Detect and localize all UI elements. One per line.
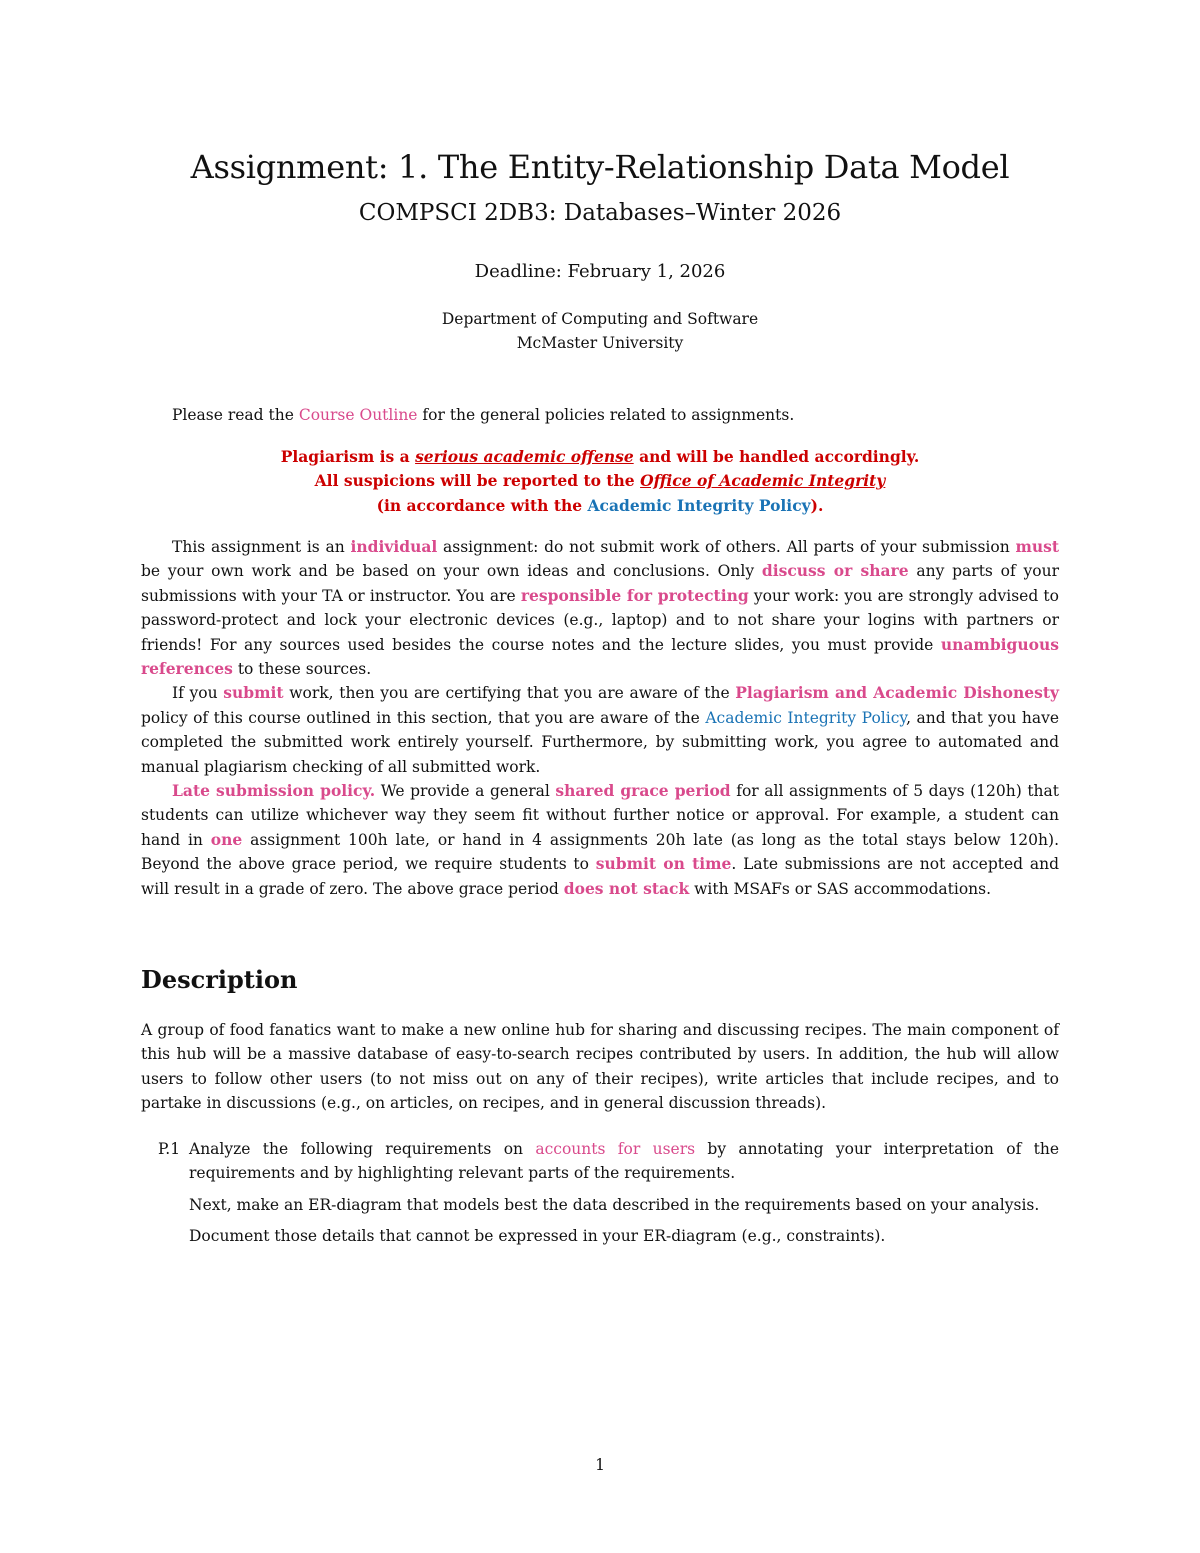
plagiarism-warning xyxy=(0,445,1200,518)
text: your work: you are strongly advised to password-protect and lock your electronic devices (e.g., laptop) and to not share your logins with partners or friends! For any sources used besides the course notes and the lecture slides, you must provide xyxy=(141,586,1059,654)
highlight-one: one xyxy=(210,829,243,849)
highlight-submit: submit xyxy=(223,683,284,703)
plag-text: and will be handled accordingly. xyxy=(633,447,920,466)
plagiarism-line-3 xyxy=(0,494,1200,518)
task-p1 xyxy=(141,1137,1059,1256)
text: If you xyxy=(172,684,224,703)
task-number: P.1 xyxy=(158,1140,181,1158)
plag-text: Plagiarism is a xyxy=(280,447,416,466)
text: be your own work and be based on your own ideas and conclusions. Only xyxy=(141,562,762,581)
late-policy-paragraph xyxy=(141,779,1059,901)
page-number: 1 xyxy=(595,1456,605,1474)
text: This assignment is an xyxy=(172,538,351,556)
highlight-late-policy: Late submission policy. xyxy=(172,781,376,801)
course-subtitle: COMPSCI 2DB3: Databases–Winter 2026 xyxy=(358,200,842,226)
description-heading: Description xyxy=(141,965,298,994)
text: assignment: do not submit work of others. All parts of your submission xyxy=(437,538,1016,556)
highlight-individual: individual xyxy=(350,537,438,556)
highlight-submit-on-time: submit on time xyxy=(595,854,732,874)
highlight-references: unambiguous references xyxy=(141,634,1059,679)
text: any parts of your submissions with your TA or instructor. You are xyxy=(141,562,1059,605)
highlight-plagiarism-policy: Plagiarism and Academic Dishonesty xyxy=(735,683,1059,703)
text: with MSAFs or SAS accommodations. xyxy=(689,879,992,898)
plagiarism-line-2 xyxy=(0,469,1200,493)
highlight-discuss-or-share: discuss or share xyxy=(761,561,909,581)
task-document: Document those details that cannot be expressed in your ER-diagram (e.g., constraints). xyxy=(189,1227,886,1246)
task-analyze xyxy=(189,1137,1059,1186)
plag-text: ). xyxy=(810,495,824,515)
course-outline-link[interactable]: Course Outline xyxy=(298,406,418,424)
plag-text: (in accordance with the xyxy=(376,495,588,515)
department-line: Department of Computing and Software xyxy=(441,310,759,328)
academic-integrity-policy-link[interactable]: Academic Integrity Policy xyxy=(587,495,811,515)
text: work, then you are certifying that you are aware of the xyxy=(283,684,736,703)
highlight-must: must xyxy=(1015,537,1059,556)
highlight-does-not-stack: does not stack xyxy=(563,878,690,898)
notice-suffix: for the general policies related to assignments. xyxy=(417,406,795,424)
text: assignment 100h late, or hand in 4 assignments 20h late (as long as the total stays below 120h). Beyond the above grace period, we require students to xyxy=(141,830,1059,874)
text: . Late submissions are not accepted and will result in a grade of zero. The above grace period xyxy=(141,855,1060,898)
course-outline-notice xyxy=(172,403,794,427)
text: to these sources. xyxy=(232,660,372,679)
description-paragraph xyxy=(141,1018,1059,1116)
page-title: Assignment: 1. The Entity-Relationship Data Model xyxy=(190,148,1010,186)
academic-integrity-policy-link-2[interactable]: Academic Integrity Policy xyxy=(705,708,907,727)
certification-paragraph xyxy=(141,681,1059,779)
task-er-diagram: Next, make an ER-diagram that models best the data described in the requirements based on your analysis. xyxy=(189,1195,1040,1214)
text: for all assignments of 5 days (120h) that students can utilize whichever way they seem fit without further notice or approval. For example, a student can hand in xyxy=(141,782,1060,849)
text: by annotating your interpretation of the requirements and by highlighting relevant parts of the requirements. xyxy=(189,1140,1060,1183)
text: policy of this course outlined in this section, that you are aware of the xyxy=(141,708,706,727)
plagiarism-line-1 xyxy=(0,445,1200,469)
office-academic-integrity-link[interactable]: Office of Academic Integrity xyxy=(640,471,886,491)
individual-work-paragraph xyxy=(141,535,1059,681)
university-line: McMaster University xyxy=(516,334,684,352)
deadline-line: Deadline: February 1, 2026 xyxy=(474,261,726,282)
description-text: A group of food fanatics want to make a new online hub for sharing and discussing recipes. The main component of this hub will be a massive database of easy-to-search recipes contributed by users. In addition, the hub will allow users to follow other users (to not miss out on any of their recipes), write articles that include recipes, and to partake in discussions (e.g., on articles, on recipes, and in general discussion threads). xyxy=(141,1021,1059,1113)
accounts-for-users-link[interactable]: accounts for users xyxy=(535,1140,696,1158)
policy-paragraphs xyxy=(141,535,1059,901)
notice-prefix: Please read the xyxy=(172,406,299,424)
highlight-responsible: responsible for protecting xyxy=(520,585,749,605)
serious-offense-link[interactable]: serious academic offense xyxy=(415,447,634,466)
text: Analyze the following requirements on xyxy=(189,1140,536,1158)
plag-text: All suspicions will be reported to the xyxy=(314,471,641,491)
task-body xyxy=(189,1137,1059,1249)
text: , and that you have completed the submitted work entirely yourself. Furthermore, by submitting work, you agree to automated and manual plagiarism checking of all submitted work. xyxy=(141,708,1060,776)
text: We provide a general xyxy=(375,782,556,801)
highlight-grace-period: shared grace period xyxy=(555,781,731,801)
